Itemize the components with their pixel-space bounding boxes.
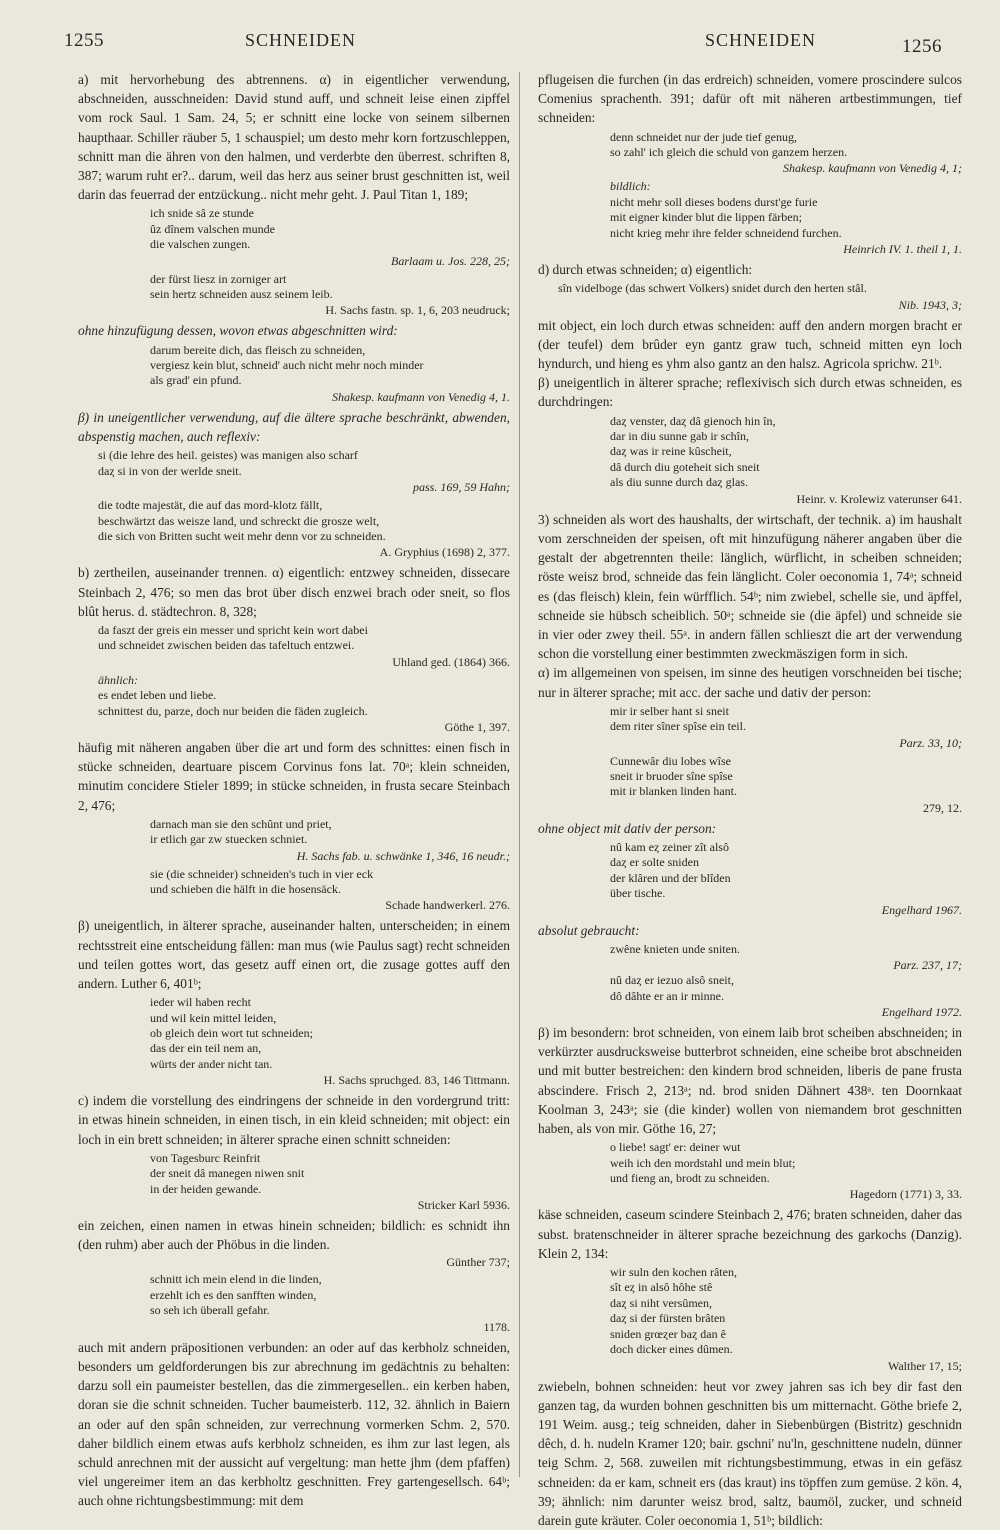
quote-line: wir suln den kochen râten, [610,1265,962,1280]
quote-block [538,130,962,177]
quote-source: Göthe 1, 397. [98,719,510,735]
quote-line: würts der ander nicht tan. [150,1057,510,1072]
quote-line: da faszt der greis ein messer und spricht kein wort dabei [98,623,510,638]
right-headword: SCHNEIDEN [705,30,816,51]
quote-source: 1178. [150,1319,510,1335]
quote-block [538,942,962,1020]
quote-line: nicht krieg mehr ihre felder schneidend furchen. [610,226,962,241]
paragraph: β) in uneigentlicher verwendung, auf die ältere sprache beschränkt, abwenden, abspenstig machen, auch reflexiv: [78,408,510,446]
quote-line: die sich von Britten sucht weit mehr denn vor zu schneiden. [98,529,510,544]
quote-line: nû kam eȥ zeiner zît alsô [610,840,962,855]
quote-block [78,343,510,405]
quote-line: und schieben die hälft in die hosensäck. [150,882,510,897]
quote-line: dô dâhte er an ir minne. [610,989,962,1004]
quote-block [78,1151,510,1213]
paragraph: ein zeichen, einen namen in etwas hinein schneiden; bildlich: es schnidt ihn (den ruhm) aber auch der Phöbus in die linden. [78,1216,510,1254]
quote-line: ir etlich gar zw stuecken schniet. [150,832,510,847]
paragraph: häufig mit näheren angaben über die art und form des schnittes: einen fisch in stücke schneiden, deartuare piscem Corvinus fons lat. 70ᵃ; klein schneiden, minutim concidere Stieler 1899; in stücke schneiden, in frusta secare Steinbach 2, 476; [78,738,510,815]
quote-source: Hagedorn (1771) 3, 33. [610,1186,962,1202]
quote-line: schnitt ich mein elend in die linden, [150,1272,510,1287]
paragraph: 3) schneiden als wort des haushalts, der wirtschaft, der technik. a) im haushalt vom zerschneiden der speisen, oft mit hinzufügung näherer angaben über die gestalt der abgetrennten theile: länglich, würflicht, in scheiben schneiden; röste weisz brod, schneide das fein länglicht. Coler oeconomia 1, 74ᵃ; schneid es (das fleisch) klein, fein würfflich. 54ᵇ; nim zwiebel, schelle sie, und äpffel, schneide sie hübsch scheiblich. 50ᵃ; schneide sie (die äpfel) und schneide sie in vier oder zwey theil. 55ᵃ. in andern fällen schlieszt die art der verwendung schon die vorstellung einer bestimmten zweckmäszigen form in sich. [538,510,962,664]
quote-source: Nib. 1943, 3; [558,297,962,313]
quote-source: pass. 169, 59 Hahn; [98,479,510,495]
quote-source: Heinr. v. Krolewiz vaterunser 641. [610,491,962,507]
quote-line: nû daȥ er iezuo alsô sneit, [610,973,962,988]
quote-block [78,673,510,735]
quote-block [538,754,962,816]
quote-line: vergiesz kein blut, schneid' auch nicht mehr noch minder [150,358,510,373]
column-divider [519,72,520,1477]
left-column [78,70,510,1511]
quote-line: sîn videlboge (das schwert Volkers) snidet durch den herten stâl. [558,281,962,296]
quote-block [538,281,962,312]
quote-line: die valschen zungen. [150,237,510,252]
quote-source: Günther 737; [78,1254,510,1270]
paragraph: c) indem die vorstellung des eindringens der schneide in den vordergrund tritt: in etwas hinein schneiden, in einen tisch, in ein kleid schneiden; mit object: ein loch in ein brett schneiden; in älterer sprache einen schnitt schneiden: [78,1091,510,1149]
quote-block [78,272,510,319]
quote-block [78,867,510,914]
paragraph: absolut gebraucht: [538,921,962,940]
quote-line: ieder wil haben recht [150,995,510,1010]
quote-line: Cunnewâr diu lobes wîse [610,754,962,769]
quote-line: es endet leben und liebe. [98,688,510,703]
quote-line: sie (die schneider) schneiden's tuch in vier eck [150,867,510,882]
paragraph: ohne object mit dativ der person: [538,819,962,838]
quote-line: daȥ er solte sniden [610,855,962,870]
quote-block [538,704,962,751]
quote-line: ob gleich dein wort tut schneiden; [150,1026,510,1041]
quote-line: ûz dînem valschen munde [150,222,510,237]
quote-source: Engelhard 1972. [610,1004,962,1020]
quote-line: zwêne knieten unde sniten. [610,942,962,957]
quote-source: A. Gryphius (1698) 2, 377. [98,544,510,560]
quote-line: dâ durch diu goteheit sich sneit [610,460,962,475]
quote-block [78,995,510,1088]
paragraph: käse schneiden, caseum scindere Steinbach 2, 476; braten schneiden, daher das subst. bratenschneider in älterer sprache bezeichnung des garkochs (Danzig). Klein 2, 134: [538,1205,962,1263]
quote-source: 279, 12. [610,800,962,816]
quote-line: mit ir blanken linden hant. [610,784,962,799]
quote-line: und schneidet zwischen beiden das tafeltuch entzwei. [98,638,510,653]
quote-source: Heinrich IV. 1. theil 1, 1. [610,241,962,257]
quote-source: Stricker Karl 5936. [150,1197,510,1213]
paragraph: ohne hinzufügung dessen, wovon etwas abgeschnitten wird: [78,321,510,340]
quote-line: als diu sunne durch daȥ glas. [610,475,962,490]
paragraph: d) durch etwas schneiden; α) eigentlich: [538,260,962,279]
quote-line: o liebe! sagt' er: deiner wut [610,1140,962,1155]
quote-line: denn schneidet nur der jude tief genug, [610,130,962,145]
quote-block [78,206,510,268]
quote-line: und wil kein mittel leiden, [150,1011,510,1026]
quote-line: und fieng an, brodt zu schneiden. [610,1171,962,1186]
quote-block [538,414,962,507]
quote-line: weih ich den mordstahl und mein blut; [610,1156,962,1171]
quote-source: Parz. 237, 17; [610,957,962,973]
quote-line: nicht mehr soll dieses bodens durst'ge furie [610,195,962,210]
quote-line: darnach man sie den schûnt und priet, [150,817,510,832]
quote-block [538,1140,962,1202]
paragraph: a) mit hervorhebung des abtrennens. α) in eigentlicher verwendung, abschneiden, ausschneiden: David stund auff, und schneit leise einen zipffel vom rock Saul. 1 Sam. 24, 5; er schnitt eine locke von seinem silbernen haupthaar. Schiller räuber 5, 1 schauspiel; um desto mehr korn fortzuschleppen, schnitt man die ähren von den halmen, und verderbte den überrest. schriften 8, 387; warum ruht er?.. darum, weil das herz aus seiner brust geschnitten ist, weil darin das feuerrad der entzückung.. nicht mehr geht. J. Paul Titan 1, 189; [78,70,510,204]
quote-line: schnittest du, parze, doch nur beiden die fäden zugleich. [98,704,510,719]
quote-source: Walther 17, 15; [610,1358,962,1374]
quote-block [78,498,510,560]
quote-line: als grad' ein pfund. [150,373,510,388]
quote-line: sît eȥ in alsô hôhe stê [610,1280,962,1295]
quote-line: ich snide sâ ze stunde [150,206,510,221]
quote-line: daȥ was ir reine kûscheit, [610,444,962,459]
quote-line: darum bereite dich, das fleisch zu schneiden, [150,343,510,358]
quote-line: in der heiden gewande. [150,1182,510,1197]
quote-line: der sneit dâ manegen niwen snit [150,1166,510,1181]
quote-line: von Tagesburc Reinfrit [150,1151,510,1166]
quote-source: H. Sachs fab. u. schwänke 1, 346, 16 neudr.; [150,848,510,864]
quote-line: daȥ si in von der werlde sneit. [98,464,510,479]
quote-source: Schade handwerkerl. 276. [150,897,510,913]
paragraph: zwiebeln, bohnen schneiden: heut vor zwey jahren sas ich bey dir fast den ganzen tag, da wurden bohnen geschnitten bis um mitternacht. Göthe briefe 2, 191 Weim. ausg.; teig schneiden, daher in Siebenbürgen (Bistritz) geschnidn dêch, d. h. nudeln Kramer 120; bair. gschni' nu'ln, geschnittene nudeln, dünner teig Schm. 2, 568. zuweilen mit richtungsbestimmung, etwas in ein gefäsz schneiden: da er kam, schneit ers (das kraut) ins töpffen zum gemüse. 2 kön. 4, 39; ähnlich: nim darunter weisz brod, saltz, baumöl, zucker, und schneid darein gute kräuter. Coler oeconomia 1, 51ᵇ; bildlich: [538,1377,962,1530]
left-page-number: 1255 [64,30,104,52]
right-page-number: 1256 [902,36,942,58]
quote-block [538,840,962,918]
quote-line: mit eigner kinder blut die lippen färben; [610,210,962,225]
quote-block [538,179,962,257]
paragraph: β) uneigentlich in älterer sprache; reflexivisch sich durch etwas schneiden, es durchdringen: [538,373,962,411]
paragraph: auch mit andern präpositionen verbunden: an oder auf das kerbholz schneiden, besonders um geldforderungen bis zur abrechnung im gedächtnis zu behalten: darzu soll ein paumeister bestellen, das die zimmergesellen.. ein kerben haben, doran sie die schnit schneiden. Tucher baumeisterb. 112, 32. ähnlich in Baiern an oder auf den spân schneiden, zur verrechnung vormerken Schm. 2, 570. daher bildlich einem etwas aufs kerbholz schneiden, es ihm zur last legen, als schuld anrechnen mit der aussicht auf vergeltung: man hette jhm (dem pfaffen) viel ungereimer item an das kerbholtz geschnitten. Frey gartengesellsch. 64ᵇ; auch ohne richtungsbestimmung: mit dem [78,1338,510,1511]
quote-line: erzehlt ich es den sanfften winden, [150,1288,510,1303]
quote-lead: ähnlich: [98,673,510,688]
quote-line: daȥ venster, daȥ dâ gienoch hin în, [610,414,962,429]
right-column [538,70,962,1530]
quote-line: der klâren und der blîden [610,871,962,886]
left-headword: SCHNEIDEN [245,30,356,51]
quote-line: dem riter sîner spîse ein teil. [610,719,962,734]
quote-line: sein hertz schneiden ausz seinem leib. [150,287,510,302]
quote-source: Uhland ged. (1864) 366. [98,654,510,670]
quote-source: Engelhard 1967. [610,902,962,918]
quote-line: mir ir selber hant si sneit [610,704,962,719]
quote-line: dar in diu sunne gab ir schîn, [610,429,962,444]
quote-line: das der ein teil nem an, [150,1041,510,1056]
quote-line: sneit ir bruoder sîne spîse [610,769,962,784]
quote-line: doch dicker eines dûmen. [610,1342,962,1357]
quote-line: daȥ si der fürsten brâten [610,1311,962,1326]
quote-line: beschwärtzt das weisze land, und schreckt die grosze welt, [98,514,510,529]
paragraph: α) im allgemeinen von speisen, im sinne des heutigen vorschneiden bei tische; nur in älterer sprache; mit acc. der sache und dativ der person: [538,663,962,701]
quote-line: der fürst liesz in zorniger art [150,272,510,287]
quote-line: daȥ si niht versûmen, [610,1296,962,1311]
quote-source: Barlaam u. Jos. 228, 25; [150,253,510,269]
quote-block [78,1272,510,1334]
quote-source: H. Sachs fastn. sp. 1, 6, 203 neudruck; [150,302,510,318]
quote-block [78,448,510,495]
quote-line: über tische. [610,886,962,901]
quote-block [538,1265,962,1373]
quote-source: Shakesp. kaufmann von Venedig 4, 1. [150,389,510,405]
quote-line: so zahl' ich gleich die schuld von ganzem herzen. [610,145,962,160]
quote-lead: bildlich: [610,179,962,194]
paragraph: mit object, ein loch durch etwas schneiden: auff den andern morgen bracht er (der teufel) dem brûder eyn gantz graw tuch, schneid mitten eyn loch hyndurch, und hieng es yhm also gantz an den halsz. Agricola sprichw. 21ᵇ. [538,316,962,374]
paragraph: b) zertheilen, auseinander trennen. α) eigentlich: entzwey schneiden, dissecare Steinbach 2, 476; so men das brot über disch enzwei brach oder sneit, so flos blût herus. d. städtechron. 8, 328; [78,563,510,621]
quote-source: H. Sachs spruchged. 83, 146 Tittmann. [150,1072,510,1088]
quote-line: si (die lehre des heil. geistes) was manigen also scharf [98,448,510,463]
paragraph: β) im besondern: brot schneiden, von einem laib brot scheiben abschneiden; in verkürzter ausdrucksweise butterbrot schneiden, eine scheibe brot abschneiden und mit butter bestreichen: den kindern brod schneiden, liberis de pane frusta abscindere. Frisch 2, 213ᵃ; nd. brod sniden Dähnert 438ᵃ. ten Doornkaat Koolman 3, 243ᵃ; sie (die kinder) wollen von niemandem brot geschnitten haben, als von mir. Göthe 16, 27; [538,1023,962,1138]
paragraph: β) uneigentlich, in älterer sprache, auseinander halten, unterscheiden; in einem rechtsstreit eine entscheidung fällen: man mus (wie Paulus sagt) recht schneiden und teilen gottes wort, das gesetz auff einen ort, die zusage gottes auff den andern. Luther 6, 401ᵇ; [78,916,510,993]
quote-source: Shakesp. kaufmann von Venedig 4, 1; [610,160,962,176]
paragraph: pflugeisen die furchen (in das erdreich) schneiden, vomere proscindere sulcos Comenius sprachenth. 391; dafür oft mit näheren artbestimmungen, tief schneiden: [538,70,962,128]
quote-source: Parz. 33, 10; [610,735,962,751]
quote-block [78,623,510,670]
quote-block [78,817,510,864]
quote-line: sniden grœȥer baȥ dan ê [610,1327,962,1342]
quote-line: so seh ich überall gefahr. [150,1303,510,1318]
quote-line: die todte majestät, die auf das mord-klotz fällt, [98,498,510,513]
